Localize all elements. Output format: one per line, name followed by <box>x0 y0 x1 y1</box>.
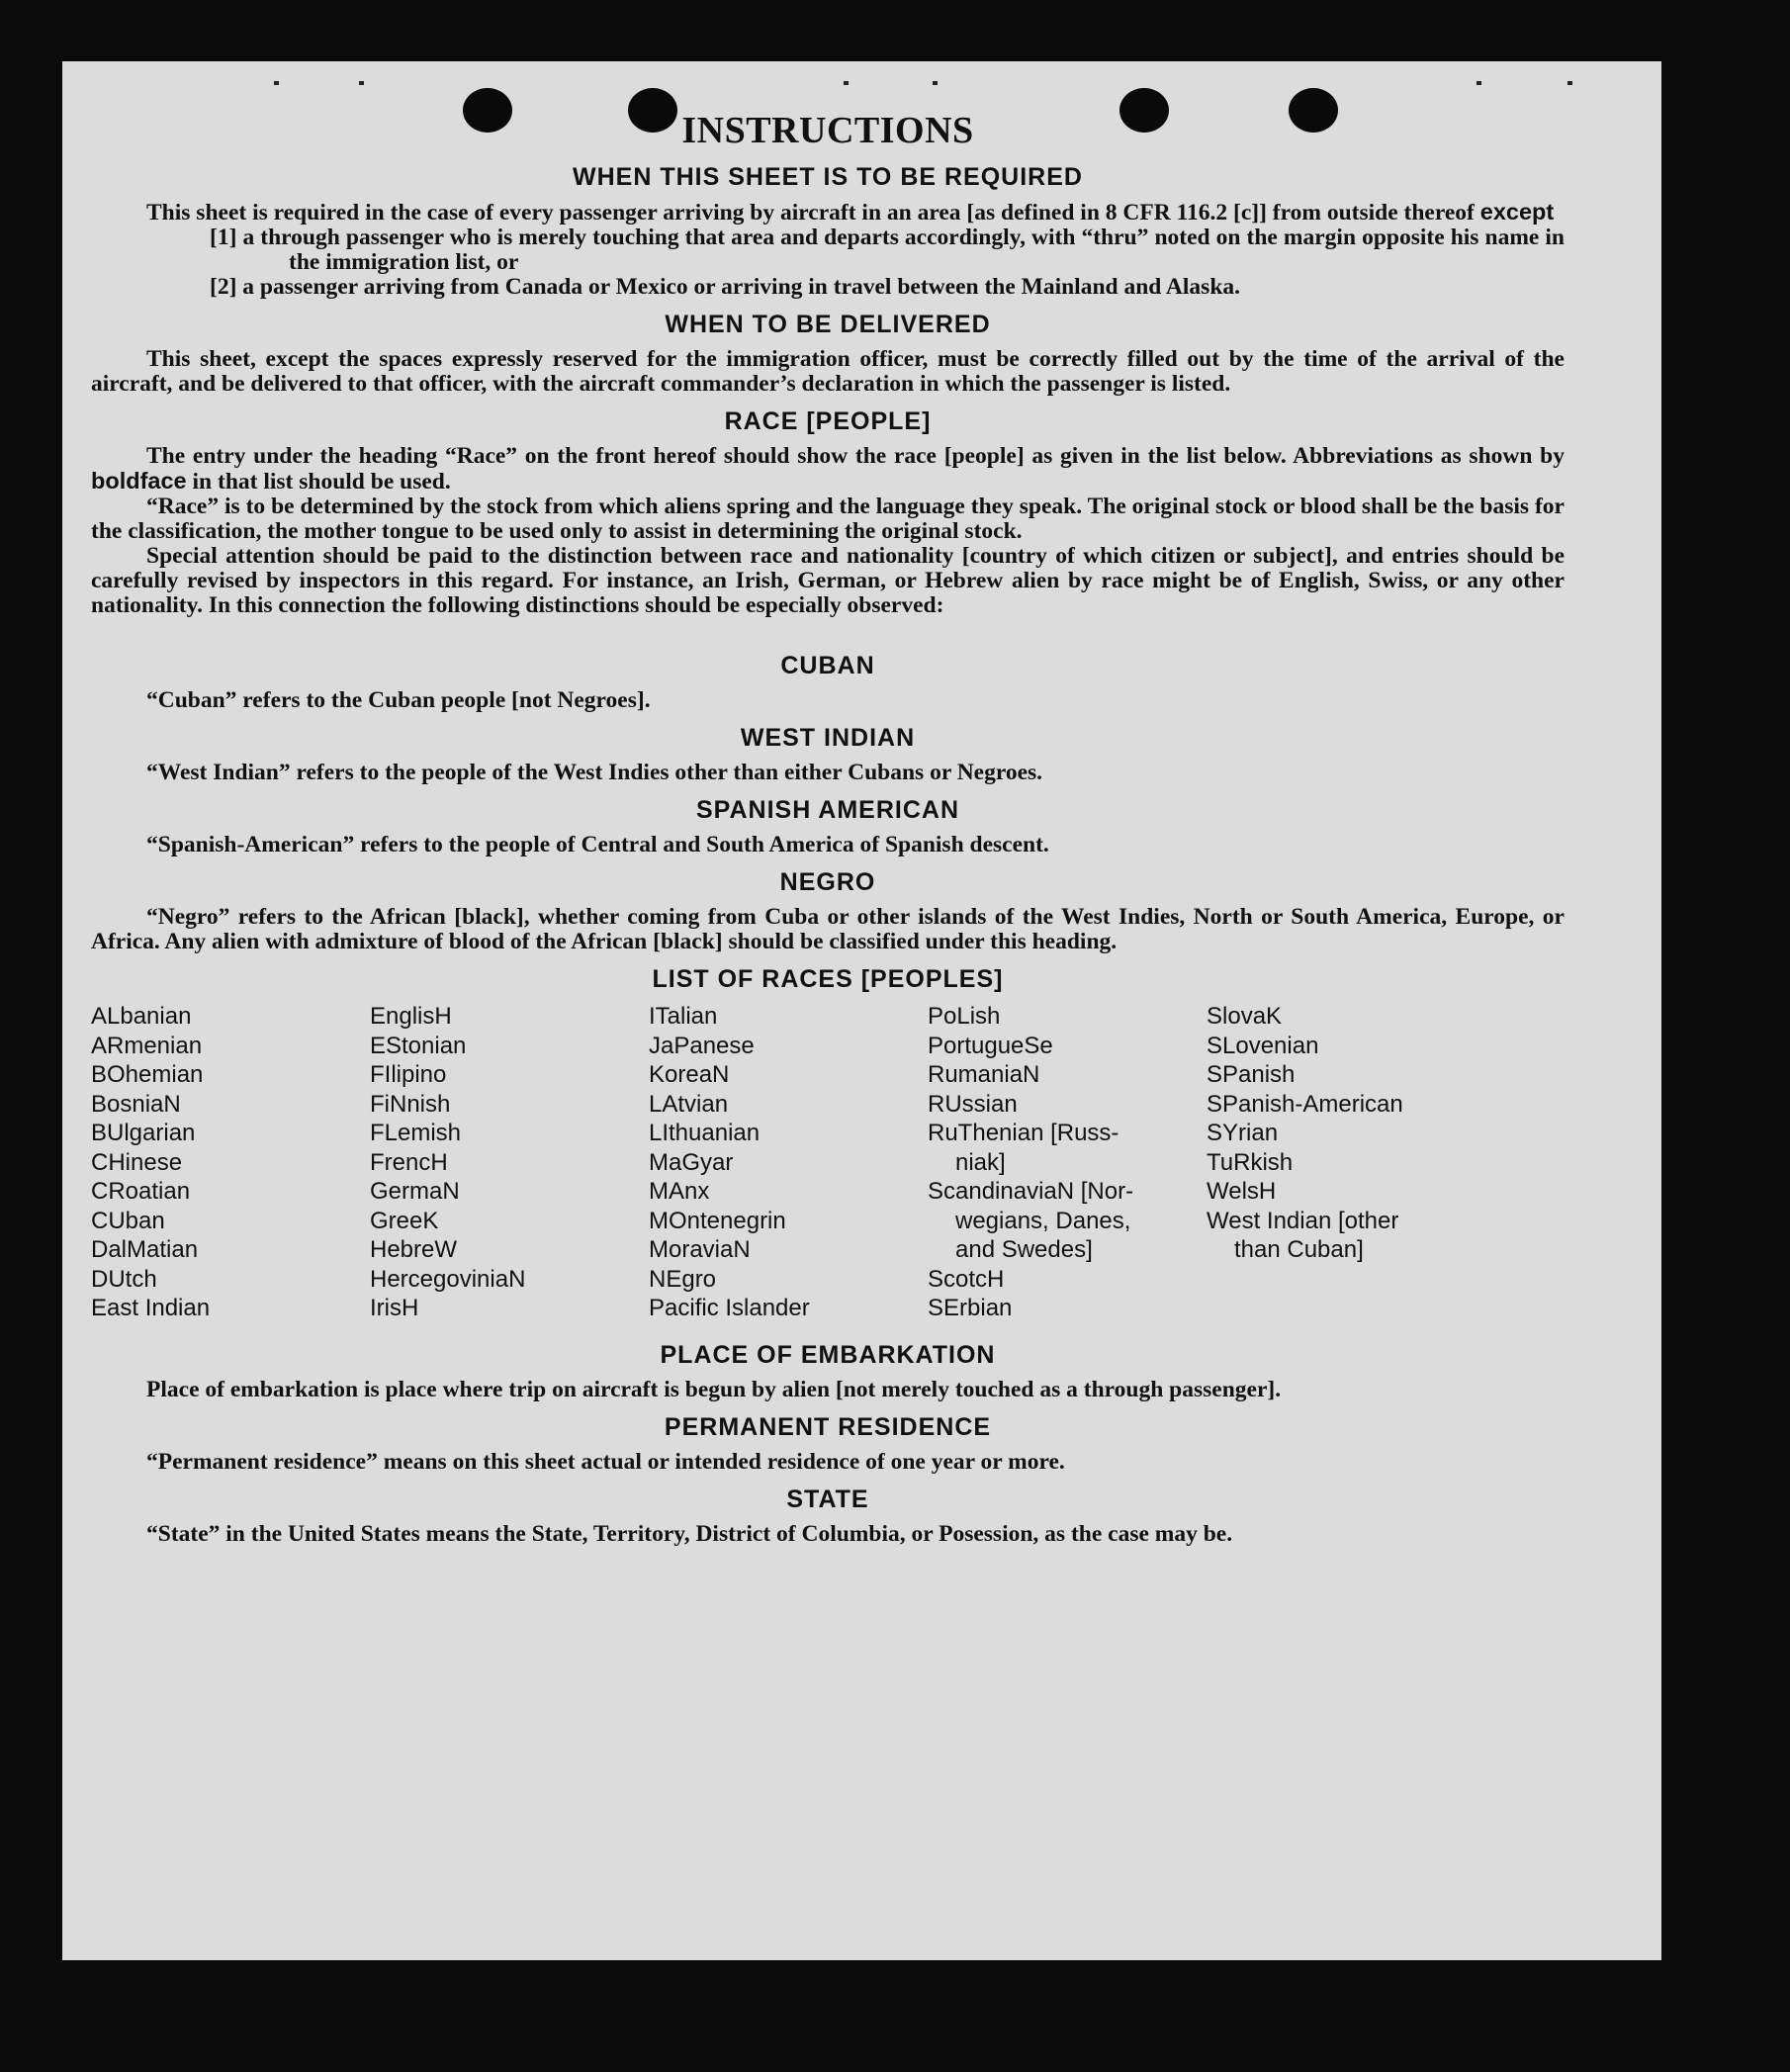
heading-when-delivered: WHEN TO BE DELIVERED <box>665 311 991 338</box>
race-entry: BUlgarian <box>91 1120 196 1146</box>
race-entry-continued: than Cuban] <box>1234 1236 1364 1263</box>
when-required-item-2: [2] a passenger arriving from Canada or Mexico or arriving in travel between the Mainland and Alaska. <box>210 274 1241 300</box>
speck <box>359 81 364 85</box>
races-column-1 <box>91 1002 370 1323</box>
heading-negro: NEGRO <box>779 868 876 896</box>
race-entry: PortugueSe <box>928 1032 1053 1059</box>
instructions-content <box>91 109 1565 1547</box>
heading-spanish-american: SPANISH AMERICAN <box>695 796 959 824</box>
race-entry: East Indian <box>91 1295 211 1321</box>
race-entry: GreeK <box>370 1207 439 1234</box>
races-column-5 <box>1207 1002 1485 1323</box>
speck <box>274 81 279 85</box>
races-column-4 <box>928 1002 1207 1323</box>
race-entry: FiNnish <box>370 1090 451 1118</box>
race-entry: DalMatian <box>91 1236 199 1263</box>
west-indian-text: “West Indian” refers to the people of the West Indies other than either Cubans or Negroes. <box>146 760 1043 785</box>
race-entry: EStonian <box>370 1032 467 1059</box>
permanent-residence-text: “Permanent residence” means on this sheet actual or intended residence of one year or more. <box>146 1448 1065 1475</box>
when-required-item-1: [1] a through passenger who is merely touching that area and departs accordingly, with “thru” noted on the margin opposite his name in the immigration list, or <box>210 225 1565 275</box>
race-entry: ScotcH <box>928 1265 1005 1293</box>
race-entry: GermaN <box>370 1178 460 1205</box>
race-entry: DUtch <box>91 1265 157 1293</box>
heading-west-indian: WEST INDIAN <box>740 724 916 752</box>
races-list <box>91 1002 1565 1323</box>
race-entry: CHinese <box>91 1148 183 1176</box>
cuban-text: “Cuban” refers to the Cuban people [not Negroes]. <box>146 687 651 713</box>
race-entry: HebreW <box>370 1236 458 1263</box>
race-entry: WelsH <box>1207 1178 1277 1205</box>
race-entry: ARmenian <box>91 1032 203 1059</box>
race-entry: MAnx <box>649 1178 710 1205</box>
race-entry: KoreaN <box>649 1061 730 1088</box>
race-entry-continued: and Swedes] <box>955 1236 1093 1263</box>
race-entry: ScandinaviaN [Nor- <box>928 1178 1134 1205</box>
race-entry: MOntenegrin <box>649 1207 786 1234</box>
race-entry: SErbian <box>928 1295 1013 1321</box>
race-entry: MoraviaN <box>649 1236 751 1263</box>
when-delivered-text: This sheet, except the spaces expressly reserved for the immigration officer, must be correctly filled out by the time of the arrival of the aircraft, and be delivered to that officer, with the aircraft commander’s declaration in which the passenger is listed. <box>91 346 1565 397</box>
race-entry-continued: wegians, Danes, <box>955 1207 1131 1234</box>
page-title: INSTRUCTIONS <box>681 110 974 151</box>
speck <box>844 81 849 85</box>
heading-cuban: CUBAN <box>780 652 875 679</box>
negro-text: “Negro” refers to the African [black], whether coming from Cuba or other islands of the West Indies, North or South America, Europe, or Africa. Any alien with admixture of blood of the African [black] should be classified under this heading. <box>91 904 1565 954</box>
speck <box>1567 81 1572 85</box>
race-entry: TuRkish <box>1207 1148 1294 1176</box>
race-entry: JaPanese <box>649 1032 755 1059</box>
race-entry: PoLish <box>928 1003 1001 1030</box>
race-entry: West Indian [other <box>1207 1207 1399 1234</box>
race-entry: NEgro <box>649 1265 717 1293</box>
races-column-3 <box>649 1002 928 1323</box>
race-entry: IrisH <box>370 1295 419 1321</box>
race-entry: RUssian <box>928 1090 1018 1118</box>
heading-list-of-races: LIST OF RACES [PEOPLES] <box>652 965 1004 993</box>
race-entry: LAtvian <box>649 1090 729 1118</box>
race-entry: FIlipino <box>370 1061 447 1088</box>
race-entry: FLemish <box>370 1120 462 1146</box>
race-entry: ITalian <box>649 1003 718 1030</box>
race-entry: SYrian <box>1207 1120 1279 1146</box>
races-column-2 <box>370 1002 649 1323</box>
race-entry: SLovenian <box>1207 1032 1319 1059</box>
spanish-american-text: “Spanish-American” refers to the people of Central and South America of Spanish descent. <box>146 832 1049 857</box>
race-entry: CUban <box>91 1207 165 1234</box>
race-entry: SPanish-American <box>1207 1090 1403 1118</box>
race-entry: MaGyar <box>649 1148 734 1176</box>
heading-race: RACE [PEOPLE] <box>724 407 932 435</box>
race-paragraph-1: The entry under the heading “Race” on the front hereof should show the race [people] as given in the list below. Abbreviations as shown by boldface in that list should be used. <box>91 443 1565 495</box>
race-entry: RuThenian [Russ- <box>928 1120 1119 1146</box>
race-entry: CRoatian <box>91 1178 191 1205</box>
race-entry: SlovaK <box>1207 1003 1283 1030</box>
race-entry: Pacific Islander <box>649 1295 810 1321</box>
heading-when-required: WHEN THIS SHEET IS TO BE REQUIRED <box>573 163 1083 191</box>
race-entry: BOhemian <box>91 1061 204 1088</box>
speck <box>1477 81 1481 85</box>
race-entry: ALbanian <box>91 1003 192 1030</box>
race-entry: BosniaN <box>91 1090 181 1118</box>
race-entry: SPanish <box>1207 1061 1296 1088</box>
race-entry: RumaniaN <box>928 1061 1040 1088</box>
embarkation-text: Place of embarkation is place where trip on aircraft is begun by alien [not merely touched as a through passenger]. <box>146 1376 1282 1402</box>
race-paragraph-3: Special attention should be paid to the distinction between race and nationality [country of which citizen or subject], and entries should be carefully revised by inspectors in this regard. For instance, an Irish, German, or Hebrew alien by race might be of English, Swiss, or any other nationality. In this connection the following distinctions should be especially observed: <box>91 543 1565 618</box>
race-paragraph-2: “Race” is to be determined by the stock from which aliens spring and the language they speak. The original stock or blood shall be the basis for the classification, the mother tongue to be used only to assist in determining the original stock. <box>91 494 1565 544</box>
race-entry: LIthuanian <box>649 1120 761 1146</box>
when-required-text: This sheet is required in the case of every passenger arriving by aircraft in an area [as defined in 8 CFR 116.2 [c]] from outside thereof except <box>146 199 1555 225</box>
speck <box>933 81 938 85</box>
heading-permanent-residence: PERMANENT RESIDENCE <box>664 1412 992 1441</box>
heading-state: STATE <box>786 1485 869 1513</box>
race-entry: FrencH <box>370 1148 448 1176</box>
state-text: “State” in the United States means the State, Territory, District of Columbia, or Posession, as the case may be. <box>146 1520 1233 1547</box>
race-entry-continued: niak] <box>955 1148 1006 1176</box>
heading-embarkation: PLACE OF EMBARKATION <box>660 1340 996 1369</box>
race-entry: EnglisH <box>370 1003 452 1030</box>
race-entry: HercegoviniaN <box>370 1265 526 1293</box>
